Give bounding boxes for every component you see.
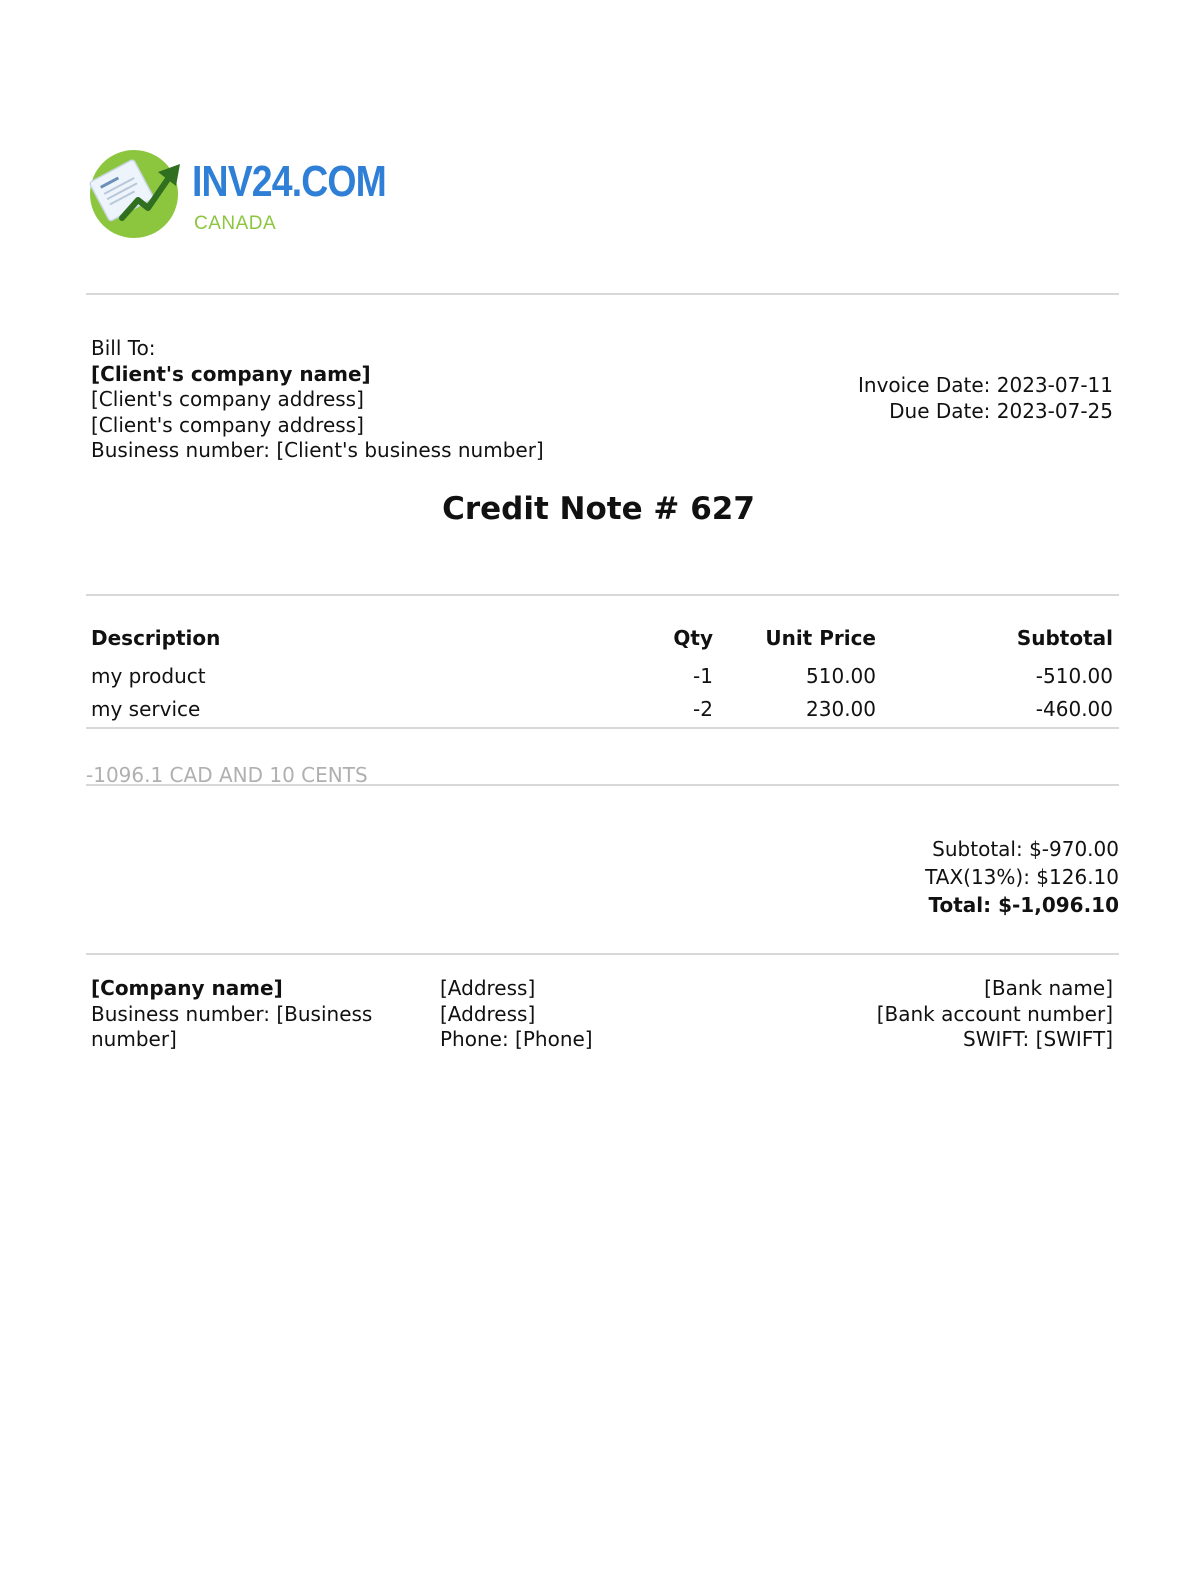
- item-unit-price: 510.00: [806, 664, 876, 688]
- footer-divider: [86, 953, 1119, 955]
- totals-total: Total: $-1,096.10: [928, 893, 1119, 917]
- item-description: my product: [91, 664, 206, 688]
- totals-subtotal: Subtotal: $-970.00: [932, 837, 1119, 861]
- header-qty: Qty: [673, 626, 713, 650]
- invoice-date: Invoice Date: 2023-07-11: [858, 373, 1113, 397]
- words-divider: [86, 784, 1119, 786]
- item-qty: -1: [693, 664, 713, 688]
- header-divider: [86, 293, 1119, 295]
- header-description: Description: [91, 626, 221, 650]
- totals-block: [925, 835, 1119, 919]
- client-address-line-2: [Client's company address]: [91, 412, 364, 437]
- totals-tax: TAX(13%): $126.10: [925, 865, 1119, 889]
- footer-business-number: Business number: [Business number]: [91, 1001, 373, 1051]
- footer-phone: Phone: [Phone]: [440, 1027, 593, 1051]
- due-date: Due Date: 2023-07-25: [889, 398, 1113, 423]
- items-bottom-divider: [86, 727, 1119, 729]
- footer-bank-name: [Bank name]: [984, 976, 1113, 1000]
- footer-bank: [877, 976, 1113, 1053]
- footer-company-name: [Company name]: [91, 976, 283, 1000]
- footer-address: [440, 976, 593, 1053]
- amount-in-words: -1096.1 CAD AND 10 CENTS: [86, 763, 368, 787]
- items-table: [91, 626, 1113, 730]
- item-unit-price: 230.00: [806, 697, 876, 721]
- table-row: [91, 697, 1113, 730]
- item-subtotal: -510.00: [1035, 664, 1113, 688]
- bill-to-block: [91, 336, 544, 464]
- table-header-row: [91, 626, 1113, 664]
- footer-address-line-1: [Address]: [440, 976, 536, 1000]
- item-description: my service: [91, 697, 201, 721]
- company-logo: [88, 148, 388, 240]
- dates-block: [858, 373, 1113, 424]
- client-address-line-1: [Client's company address]: [91, 387, 364, 411]
- client-business-number: Business number: [Client's business number]: [91, 438, 544, 462]
- items-top-divider: [86, 594, 1119, 596]
- footer-swift: SWIFT: [SWIFT]: [963, 1027, 1113, 1051]
- logo-wordmark: INV24.COM: [192, 157, 386, 206]
- client-company-name: [Client's company name]: [91, 361, 371, 386]
- header-unit-price: Unit Price: [765, 626, 876, 650]
- footer-address-line-2: [Address]: [440, 1001, 536, 1026]
- logo-emblem-icon: [88, 148, 184, 240]
- item-subtotal: -460.00: [1035, 697, 1113, 721]
- table-row: [91, 664, 1113, 697]
- item-qty: -2: [693, 697, 713, 721]
- bill-to-label: Bill To:: [91, 336, 156, 360]
- header-subtotal: Subtotal: [1016, 626, 1113, 650]
- footer-bank-account: [Bank account number]: [876, 1001, 1113, 1026]
- footer-company: [91, 976, 411, 1053]
- page-title: Credit Note # 627: [442, 491, 755, 527]
- logo-subtitle: CANADA: [194, 213, 277, 234]
